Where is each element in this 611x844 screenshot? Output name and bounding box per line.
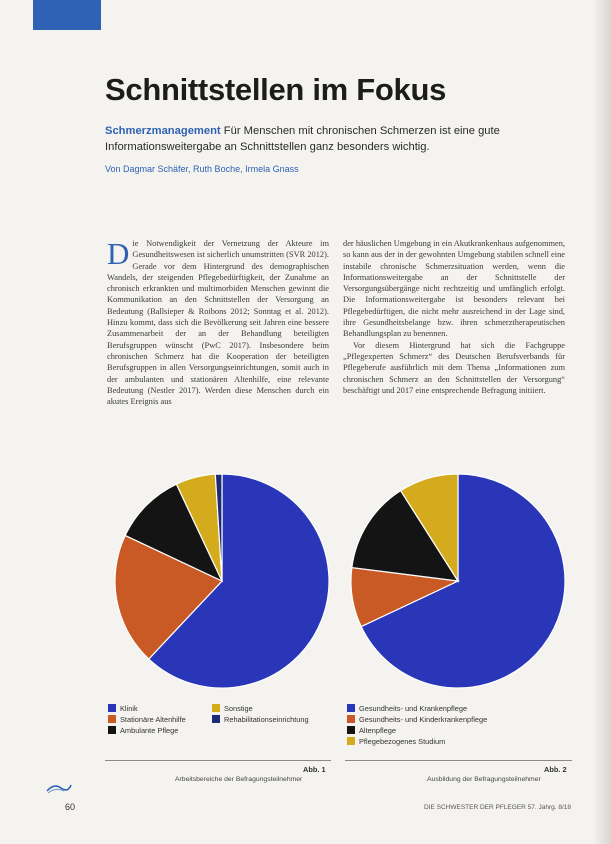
legend-item: Ambulante Pflege [108,726,178,736]
legend-item: Rehabilitationseinrichtung [212,715,309,725]
legend-swatch [347,726,355,734]
figure-caption-2: Ausbildung der Befragungsteilnehmer [427,776,541,783]
legend-item: Pflegebezogenes Studium [347,737,445,747]
page-number: 60 [65,802,76,812]
legend-swatch [108,704,116,712]
lead-keyword: Schmerzmanagement [105,125,221,137]
body-paragraph [107,238,329,407]
article-title: Schnittstellen im Fokus [105,72,447,107]
legend-item: Klinik [108,704,138,714]
figure-caption-1: Arbeitsbereiche der Befragungsteilnehmer [175,776,303,783]
legend-item: Gesundheits- und Krankenpflege [347,704,467,714]
body-text: ie Notwendigkeit der Vernetzung der Akteure im Gesundheitswesen ist sicherlich unumstritten (SVR 2012). Gerade vor dem Hintergrund des demographischen Wandels, der steigenden Pflegebedürftigkeit, der Zunahme an chronisch erkrankten und multimorbiden Menschen gewinnt die Kommunikation an den Schnittstellen der Versorgung an Bedeutung (Ballsieper & Roibons 2012; Sonntag et al. 2012). Hinzu kommt, dass sich die Bevölkerung seit Jahren eine bessere Zusammenarbeit der an der Behandlung beteiligten Berufsgruppen wünscht (PwC 2017). Insbesondere beim chronischen Schmerz hat die Kooperation der beteiligten Berufsgruppen in allen Versorgungseinrichtungen, somit auch in der ambulanten und stationären Altenhilfe, eine relevante Bedeutung (Nestler 2017). Werden diese Menschen durch ein akutes Ereignis aus [107,239,329,407]
pie-chart-work-areas [113,472,331,690]
publisher-logo-icon [46,782,72,794]
body-column-right [343,238,565,436]
body-column-left [107,238,329,436]
legend-swatch [108,726,116,734]
section-color-bar [33,0,101,30]
legend-swatch [212,704,220,712]
figure-label-1: Abb. 1 [303,765,326,774]
lead-text: Für Menschen mit chronischen Schmerzen ist eine gute Informationsweitergabe an Schnittstellen ganz besonders wichtig. [105,125,500,153]
legend-education [347,704,577,750]
page-binding-shadow [593,0,611,844]
pie-chart-education [349,472,567,690]
legend-item: Sonstige [212,704,253,714]
legend-item: Altenpflege [347,726,396,736]
drop-cap: D [107,238,130,271]
legend-item: Stationäre Altenhilfe [108,715,186,725]
legend-work-areas [108,704,338,738]
article-lead [105,123,575,155]
caption-rule-left [105,760,331,761]
legend-swatch [108,715,116,723]
legend-swatch [347,715,355,723]
legend-swatch [347,704,355,712]
caption-rule-right [345,760,572,761]
body-paragraph: der häuslichen Umgebung in ein Akutkrankenhaus aufgenommen, so kann aus der in der gewohnten Umgebung stabilen schnell eine instabile chronische Schmerzsituation werden, wenn die Informationsweitergabe an der Schnittstelle der Versorgungsübergänge nicht rechtzeitig und umfänglich erfolgt. Die Informationsweitergabe ist besonders relevant bei Pflegebedürftigen, die nicht mehr ausreichend in der Lage sind, ihre Gesundheitsbelange bzw. ihren schmerztherapeutischen Behandlungsplan zu benennen. [343,239,565,339]
body-paragraph: Vor diesem Hintergrund hat sich die Fachgruppe „Pflegexperten Schmerz“ des Deutschen Berufsverbands für Pflegeberufe ausführlich mit dem Thema „Informationen zum chronischen Schmerz an den Schnittstellen der Versorgung“ beschäftigt und 2017 eine entsprechende Befragung initiiert. [343,340,565,395]
legend-swatch [347,737,355,745]
figure-label-2: Abb. 2 [544,765,567,774]
journal-footer: DIE SCHWESTER DER PFLEGER 57. Jahrg. 8/18 [424,804,572,811]
legend-swatch [212,715,220,723]
legend-item: Gesundheits- und Kinderkrankenpflege [347,715,487,725]
article-authors: Von Dagmar Schäfer, Ruth Boche, Irmela Gnass [105,164,299,174]
